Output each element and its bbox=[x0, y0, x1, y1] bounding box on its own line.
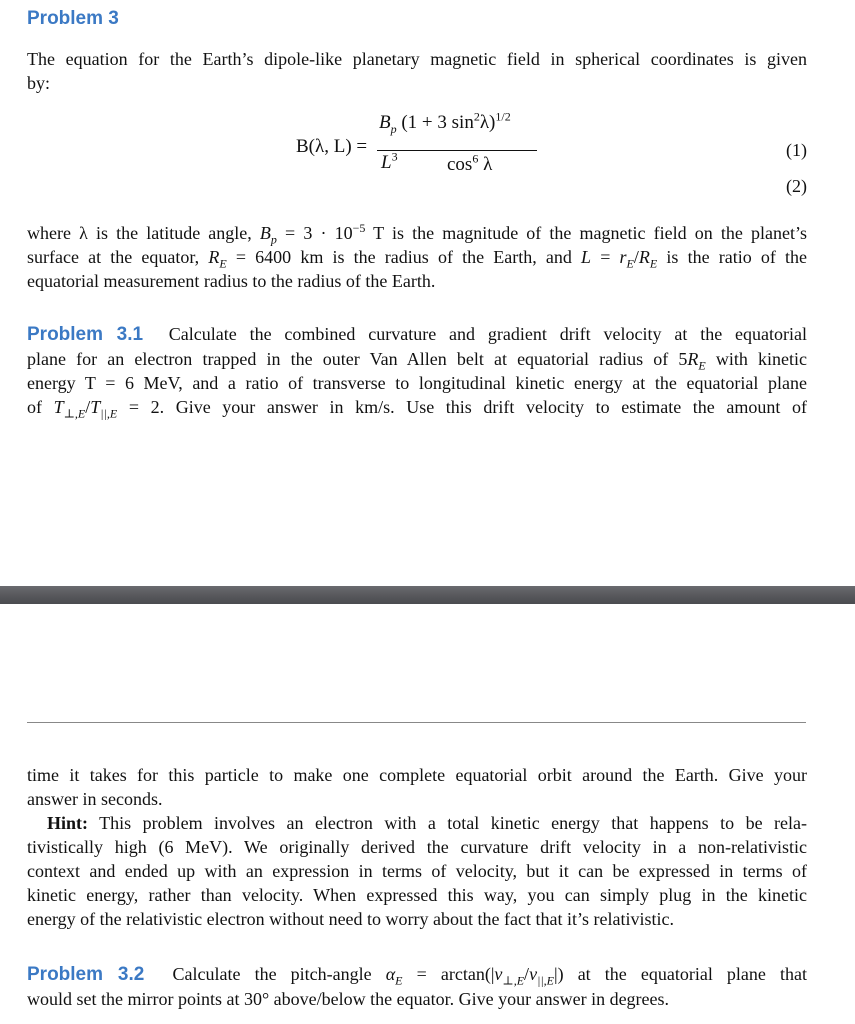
problem-3-1-line: plane for an electron trapped in the outer Van Allen belt at equatorial radius of $5R_E$ with kinetic bbox=[27, 349, 808, 373]
problem-3-heading: Problem 3 bbox=[27, 8, 119, 29]
hint-line: context and ended up with an expression in terms of velocity, but it can be expressed in terms of bbox=[27, 861, 807, 881]
problem-3-1-heading: Problem 3.1 bbox=[27, 324, 144, 345]
continued-line: answer in seconds. bbox=[27, 789, 163, 809]
problem-3-2-heading: Problem 3.2 bbox=[27, 964, 145, 985]
page-bottom bbox=[0, 604, 855, 1024]
hint-line: kinetic energy, rather than velocity. When expressed this way, you can simply plug in the kinetic bbox=[27, 885, 807, 905]
equation-number-2: (2) bbox=[786, 176, 807, 196]
problem-3-1-line: energy T = 6 MeV, and a ratio of transverse to longitudinal kinetic energy at the equatorial plane bbox=[27, 373, 807, 393]
hint-line: tivistically high (6 MeV). We originally derived the curvature drift velocity in a non-relativistic bbox=[27, 837, 807, 857]
hint-label: Hint: bbox=[47, 813, 89, 833]
problem-3-1-text bbox=[27, 322, 807, 419]
equation-denominator-l: $L^3$ bbox=[381, 149, 398, 173]
definition-line: where λ is the latitude angle, $B_p = 3 \cdot 10^{-5}$ T is the magnitude of the magnetic field on the planet’s bbox=[27, 221, 807, 247]
hint-line: energy of the relativistic electron without need to worry about the fact that it’s relativistic. bbox=[27, 909, 674, 929]
equation-denominator-cos: $\cos^6 \lambda$ bbox=[447, 151, 493, 175]
equation-fraction bbox=[377, 109, 537, 184]
problem-3-1-line: Problem 3.1 Calculate the combined curvature and gradient drift velocity at the equatorial bbox=[27, 324, 807, 345]
problem-3-1-continued bbox=[27, 763, 807, 811]
problem-3-2-line: Problem 3.2 Calculate the pitch-angle $\alpha_E = \arctan(|v_{\perp,E}/v_{||,E}|)$ at the equatorial plane that bbox=[27, 964, 807, 988]
hint-paragraph bbox=[27, 811, 807, 931]
problem-3-2-text bbox=[27, 962, 807, 1011]
hint-line: Hint: This problem involves an electron with a total kinetic energy that happens to be rela- bbox=[47, 813, 807, 833]
intro-line: by: bbox=[27, 73, 51, 93]
page-header-rule bbox=[27, 722, 806, 723]
equation-number-1: (1) bbox=[786, 140, 807, 160]
problem-3-1-line: of $T_{\perp,E}/T_{||,E} = 2$. Give your answer in km/s. Use this drift velocity to estimate the amount of bbox=[27, 397, 807, 421]
intro-line: The equation for the Earth’s dipole-like planetary magnetic field in spherical coordinates is given bbox=[27, 49, 807, 69]
equation-lhs: B(λ, L) = bbox=[296, 136, 368, 157]
definition-line: equatorial measurement radius to the radius of the Earth. bbox=[27, 271, 436, 291]
magnetic-field-equation bbox=[0, 100, 855, 200]
problem-3-definitions bbox=[27, 221, 807, 293]
page-break-divider bbox=[0, 586, 855, 604]
equation-numerator: $B_p$ (1 + 3 $\sin^2\lambda)^{1/2}$ bbox=[379, 109, 511, 136]
continued-line: time it takes for this particle to make one complete equatorial orbit around the Earth. Give your bbox=[27, 765, 807, 785]
problem-3-intro bbox=[27, 47, 807, 95]
fraction-bar bbox=[377, 150, 537, 151]
definition-line: surface at the equator, $R_E = 6400$ km is the radius of the Earth, and $L = r_E/R_E$ is the ratio of the bbox=[27, 247, 808, 271]
problem-3-2-line: would set the mirror points at 30° above/below the equator. Give your answer in degrees. bbox=[27, 989, 670, 1009]
